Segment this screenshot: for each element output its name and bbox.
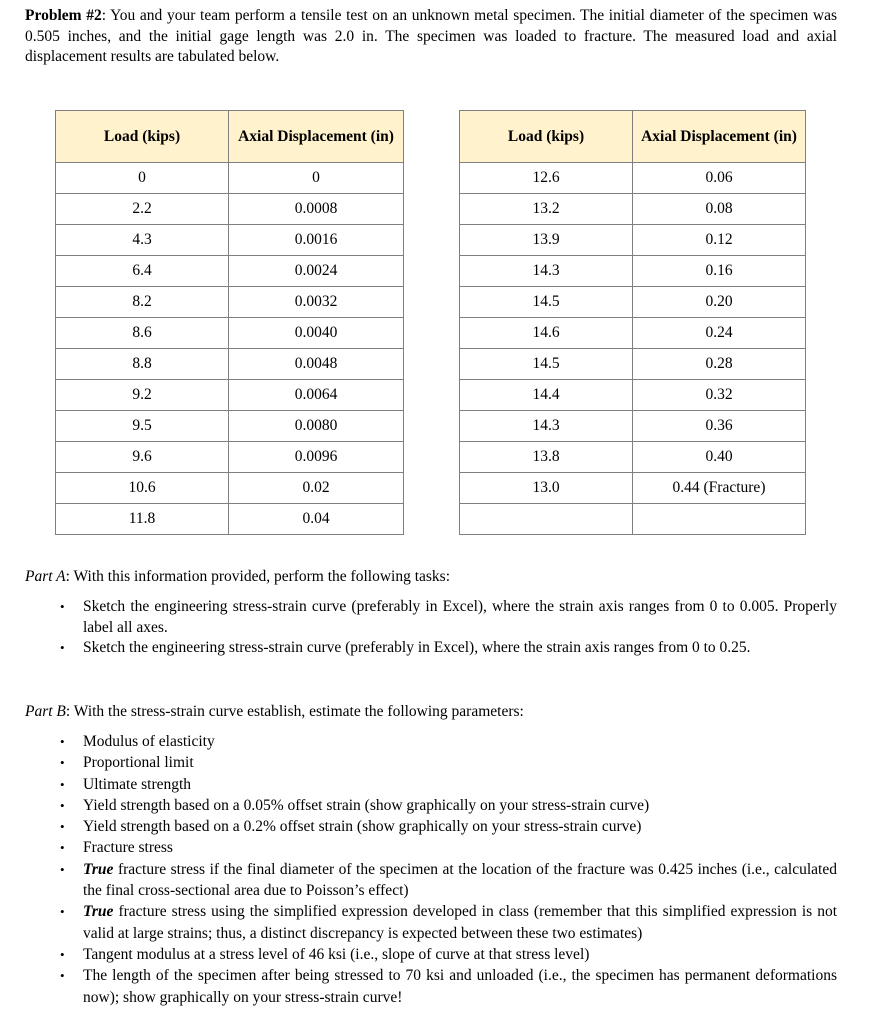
problem-text: : You and your team perform a tensile test on an unknown metal specimen. The initial diameter of the specimen was 0.505 inches, and the initial gage length was 2.0 in. The specimen was loaded to fracture. The measured load and axial displacement results are tabulated below. [25,7,837,65]
header-displacement: Axial Displacement (in) [229,111,404,163]
load-cell: 13.8 [460,442,633,473]
displacement-cell: 0.0040 [229,318,404,349]
parameter-text: The length of the specimen after being stressed to 70 ksi and unloaded (i.e., the specimen has permanent deformations now); show graphically on your stress-strain curve! [83,967,837,1006]
table-row [56,504,404,535]
load-displacement-table-right [459,110,806,535]
displacement-cell: 0.28 [633,349,806,380]
load-cell: 14.5 [460,287,633,318]
load-cell: 10.6 [56,473,229,504]
load-cell: 4.3 [56,225,229,256]
load-cell: 0 [56,163,229,194]
header-load: Load (kips) [56,111,229,163]
list-item [25,774,837,795]
table-row [460,473,806,504]
problem-label: Problem #2 [25,7,102,24]
table-row [56,256,404,287]
bullet-icon: • [60,840,65,856]
table-row [460,225,806,256]
table-row [56,380,404,411]
part-a-intro: : With this information provided, perform the following tasks: [65,568,451,585]
part-b-title [25,702,524,723]
displacement-cell: 0.32 [633,380,806,411]
parameter-text: Modulus of elasticity [83,733,215,750]
bullet-icon: • [60,946,65,962]
bullet-icon: • [60,904,65,920]
parameter-text: fracture stress using the simplified expression developed in class (remember that this simplified expression is not valid at large strains; thus, a distinct discrepancy is expected between these two estimates) [83,903,837,942]
list-item [25,837,837,858]
load-cell: 13.9 [460,225,633,256]
displacement-cell: 0.02 [229,473,404,504]
header-load: Load (kips) [460,111,633,163]
load-cell: 14.5 [460,349,633,380]
part-b-label: Part B [25,703,66,720]
displacement-cell: 0.08 [633,194,806,225]
table-row [460,287,806,318]
document-page [25,6,837,1006]
bullet-icon: • [60,968,65,984]
table-row [56,287,404,318]
displacement-cell: 0.0064 [229,380,404,411]
load-cell: 9.6 [56,442,229,473]
load-cell: 9.5 [56,411,229,442]
displacement-cell: 0.16 [633,256,806,287]
table-row [460,256,806,287]
emphasis-true: True [83,860,114,878]
table-row [56,163,404,194]
table-row [56,349,404,380]
load-cell: 14.3 [460,256,633,287]
load-cell: 13.2 [460,194,633,225]
table-row [460,194,806,225]
displacement-cell: 0.0048 [229,349,404,380]
table-row [56,473,404,504]
load-cell: 2.2 [56,194,229,225]
parameter-text: fracture stress if the final diameter of the specimen at the location of the fracture was 0.425 inches (i.e., calculated the final cross-sectional area due to Poisson’s effect) [83,860,837,900]
displacement-cell: 0.0032 [229,287,404,318]
bullet-icon: • [60,819,65,835]
displacement-cell: 0.44 (Fracture) [633,473,806,504]
bullet-icon: • [60,776,65,792]
bullet-icon: • [60,734,65,749]
load-cell: 14.4 [460,380,633,411]
load-displacement-table-left [55,110,404,535]
part-a-task-list [25,597,837,659]
table-header-row [56,111,404,163]
task-text: Sketch the engineering stress-strain curve (preferably in Excel), where the strain axis ranges from 0 to 0.005. Properly label all axes. [83,598,837,636]
displacement-cell: 0.0008 [229,194,404,225]
table-row [460,380,806,411]
load-cell: 9.2 [56,380,229,411]
table-row [460,442,806,473]
list-item [25,944,837,965]
part-b-parameter-list [25,731,837,1008]
emphasis-true: True [83,903,114,921]
load-cell: 14.6 [460,318,633,349]
table-row [56,442,404,473]
displacement-cell: 0.20 [633,287,806,318]
displacement-cell: 0.40 [633,442,806,473]
table-row [56,411,404,442]
displacement-cell: 0.0024 [229,256,404,287]
list-item [25,795,837,816]
problem-statement [25,6,837,68]
load-cell [460,504,633,535]
bullet-icon: • [60,599,65,614]
part-a-title [25,567,450,588]
displacement-cell: 0.0016 [229,225,404,256]
table-row [56,318,404,349]
bullet-icon: • [60,797,65,813]
table-row [56,225,404,256]
part-b-intro: : With the stress-strain curve establish, estimate the following parameters: [65,703,524,720]
task-text: Sketch the engineering stress-strain curve (preferably in Excel), where the strain axis ranges from 0 to 0.25. [83,639,751,656]
table-row [56,194,404,225]
header-displacement: Axial Displacement (in) [633,111,806,163]
load-cell: 8.8 [56,349,229,380]
table-row [460,411,806,442]
list-item [25,752,837,773]
load-cell: 11.8 [56,504,229,535]
displacement-cell: 0.04 [229,504,404,535]
list-item [25,731,837,752]
table-row [460,163,806,194]
part-a-label: Part A [25,568,66,585]
parameter-text: Fracture stress [83,839,173,857]
displacement-cell: 0.36 [633,411,806,442]
table-row [460,318,806,349]
parameter-text: Ultimate strength [83,775,192,793]
displacement-cell: 0.0080 [229,411,404,442]
displacement-cell: 0.0096 [229,442,404,473]
list-item [25,859,837,902]
displacement-cell: 0.24 [633,318,806,349]
displacement-cell: 0.06 [633,163,806,194]
list-item [25,901,837,944]
bullet-icon: • [60,640,65,655]
bullet-icon: • [60,755,65,771]
bullet-icon: • [60,861,65,877]
table-row [460,349,806,380]
list-item [25,597,837,638]
list-item [25,638,837,659]
load-cell: 12.6 [460,163,633,194]
list-item [25,965,837,1008]
parameter-text: Proportional limit [83,754,194,772]
displacement-cell [633,504,806,535]
load-cell: 8.2 [56,287,229,318]
load-cell: 8.6 [56,318,229,349]
parameter-text: Tangent modulus at a stress level of 46 ksi (i.e., slope of curve at that stress level) [83,945,590,963]
data-tables [55,110,836,540]
displacement-cell: 0.12 [633,225,806,256]
table-row [460,504,806,535]
list-item [25,816,837,837]
table-header-row [460,111,806,163]
displacement-cell: 0 [229,163,404,194]
parameter-text: Yield strength based on a 0.2% offset strain (show graphically on your stress-strain curve) [83,818,642,836]
load-cell: 14.3 [460,411,633,442]
parameter-text: Yield strength based on a 0.05% offset strain (show graphically on your stress-strain curve) [83,796,650,814]
load-cell: 6.4 [56,256,229,287]
load-cell: 13.0 [460,473,633,504]
